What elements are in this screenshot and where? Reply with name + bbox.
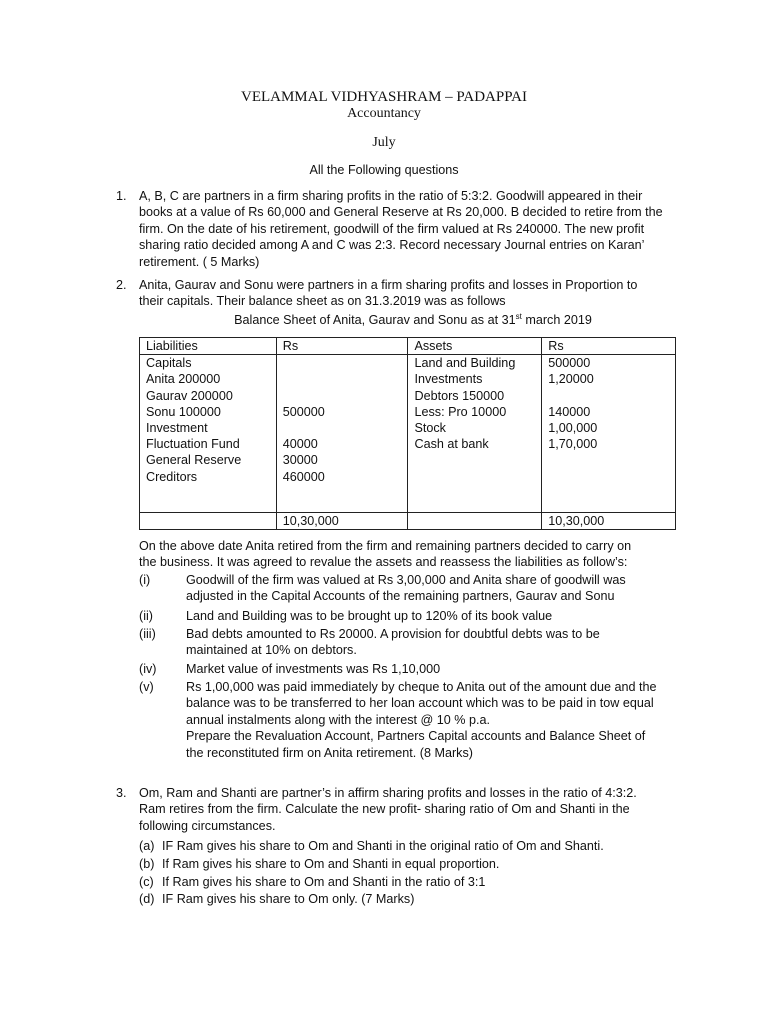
liability-amount: 40000 [282,437,318,452]
liability-item: Creditors [146,469,198,484]
asset-amounts-cell [542,355,676,513]
sub-item-iii [139,626,679,659]
sub-label: (v) [139,680,154,694]
asset-item: Debtors 150000 [414,388,505,403]
liability-item: General Reserve [146,453,242,468]
option-label: (b) [139,857,155,871]
question-2-continuation [139,538,679,571]
table-header-row [140,338,676,355]
text-line: Prepare the Revaluation Account, Partners Capital accounts and Balance Sheet of [186,729,646,744]
liability-item: Sonu 100000 [146,404,221,419]
header-assets: Assets [408,338,542,355]
option-text: IF Ram gives his share to Om only. (7 Marks) [162,892,415,906]
text-line: firm. On the date of his retirement, goodwill of the firm valued at Rs 240000. The new profit [139,221,645,236]
sub-label: (ii) [139,609,153,623]
liability-amount: 500000 [282,404,325,419]
asset-amount [548,388,669,404]
text-line: Ram retires from the firm. Calculate the new profit- sharing ratio of Om and Shanti in the [139,802,630,817]
sub-label: (iv) [139,662,157,676]
sub-item-i [139,572,679,605]
sub-label: (iii) [139,627,156,641]
sub-label: (i) [139,573,151,587]
text-line: Om, Ram and Shanti are partner’s in affirm sharing profits and losses in the ratio of 4:3:2. [139,786,637,800]
question-text [139,785,676,834]
text-line: Anita, Gaurav and Sonu were partners in a firm sharing profits and losses in Proportion to [139,278,638,292]
subject-title: Accountancy [347,106,421,121]
text-line: books at a value of Rs 60,000 and General Reserve at Rs 20,000. B decided to retire from the [139,205,663,220]
asset-amount: 1,20000 [548,372,594,387]
empty-cell [408,513,542,530]
question-number: 2. [116,278,127,292]
asset-item: Cash at bank [414,437,489,452]
total-assets: 10,30,000 [542,513,676,530]
asset-amount: 140000 [548,404,591,419]
question-1 [116,188,676,270]
text-line: Goodwill of the firm was valued at Rs 3,00,000 and Anita share of goodwill was [186,573,626,587]
empty-cell [140,513,277,530]
liability-item: Investment [146,421,208,436]
liabilities-cell [140,355,277,513]
text-line: balance was to be transferred to her loan account which was to be paid in tow equal [186,696,654,711]
balance-sheet-title [116,312,710,328]
text-line: annual instalments along with the interest @ 10 % p.a. [186,712,491,727]
text-line: the business. It was agreed to revalue the assets and reassess the liabilities as follow’s: [139,555,628,570]
option-d [139,891,679,907]
option-c [139,874,679,890]
text-line: sharing ratio decided among A and C was 2:3. Record necessary Journal entries on Karan’ [139,238,645,253]
title-text: march 2019 [521,313,592,327]
liability-item: Fluctuation Fund [146,437,240,452]
text-line: following circumstances. [139,818,276,833]
question-number: 3. [116,786,127,800]
text-line: Rs 1,00,000 was paid immediately by cheque to Anita out of the amount due and the [186,680,657,694]
total-liabilities: 10,30,000 [276,513,408,530]
header-liabilities: Liabilities [140,338,277,355]
asset-item: Land and Building [414,356,516,371]
liability-amount [283,355,402,371]
text-line: A, B, C are partners in a firm sharing profits in the ratio of 5:3:2. Goodwill appeared in their [139,189,643,203]
assets-cell [408,355,542,513]
totals-row [140,513,676,530]
option-text: IF Ram gives his share to Om and Shanti in the original ratio of Om and Shanti. [162,839,604,853]
header-rs: Rs [276,338,408,355]
liability-item: Anita 200000 [146,372,221,387]
liability-amount: 30000 [282,453,318,468]
question-text [139,188,676,270]
text-line: Bad debts amounted to Rs 20000. A provision for doubtful debts was to be [186,627,600,641]
sub-item-ii [139,608,679,624]
title-superscript: st [515,311,522,321]
question-2 [116,277,676,310]
liability-amount: 460000 [282,469,325,484]
text-line: On the above date Anita retired from the firm and remaining partners decided to carry on [139,539,632,553]
header-rs: Rs [542,338,676,355]
option-b [139,856,679,872]
instruction-line: All the Following questions [309,163,459,177]
liability-amounts-cell [276,355,408,513]
text-line: maintained at 10% on debtors. [186,643,357,658]
title-text: Balance Sheet of Anita, Gaurav and Sonu as at 31 [234,313,516,327]
balance-sheet-table [139,337,676,530]
option-text: If Ram gives his share to Om and Shanti in equal proportion. [162,857,500,871]
question-number: 1. [116,189,127,203]
question-3 [116,785,676,834]
option-label: (a) [139,839,155,853]
asset-item: Investments [414,372,483,387]
liability-amount [283,388,402,404]
sub-item-v [139,679,679,761]
option-text: If Ram gives his share to Om and Shanti in the ratio of 3:1 [162,875,486,889]
option-label: (c) [139,875,154,889]
liability-amount [283,371,402,387]
text-line: adjusted in the Capital Accounts of the remaining partners, Gaurav and Sonu [186,589,615,604]
option-a [139,838,679,854]
asset-amount: 1,70,000 [548,437,598,452]
sub-item-iv [139,661,679,677]
text-line: the reconstituted firm on Anita retirement. (8 Marks) [186,745,473,760]
school-name: VELAMMAL VIDHYASHRAM – PADAPPAI [240,89,528,105]
liability-item: Gaurav 200000 [146,388,233,403]
text-line: Land and Building was to be brought up to 120% of its book value [186,609,553,623]
option-label: (d) [139,892,155,906]
month-label: July [372,135,396,150]
asset-item: Stock [414,421,446,436]
asset-item: Less: Pro 10000 [414,404,507,419]
table-row [140,355,676,513]
asset-amount: 1,00,000 [548,421,598,436]
asset-amount: 500000 [548,356,591,371]
text-line: their capitals. Their balance sheet as on 31.3.2019 was as follows [139,294,506,309]
text-line: retirement. ( 5 Marks) [139,254,260,269]
liability-item: Capitals [146,356,192,371]
question-text [139,277,676,310]
liability-amount [283,420,402,436]
text-line: Market value of investments was Rs 1,10,000 [186,662,441,676]
